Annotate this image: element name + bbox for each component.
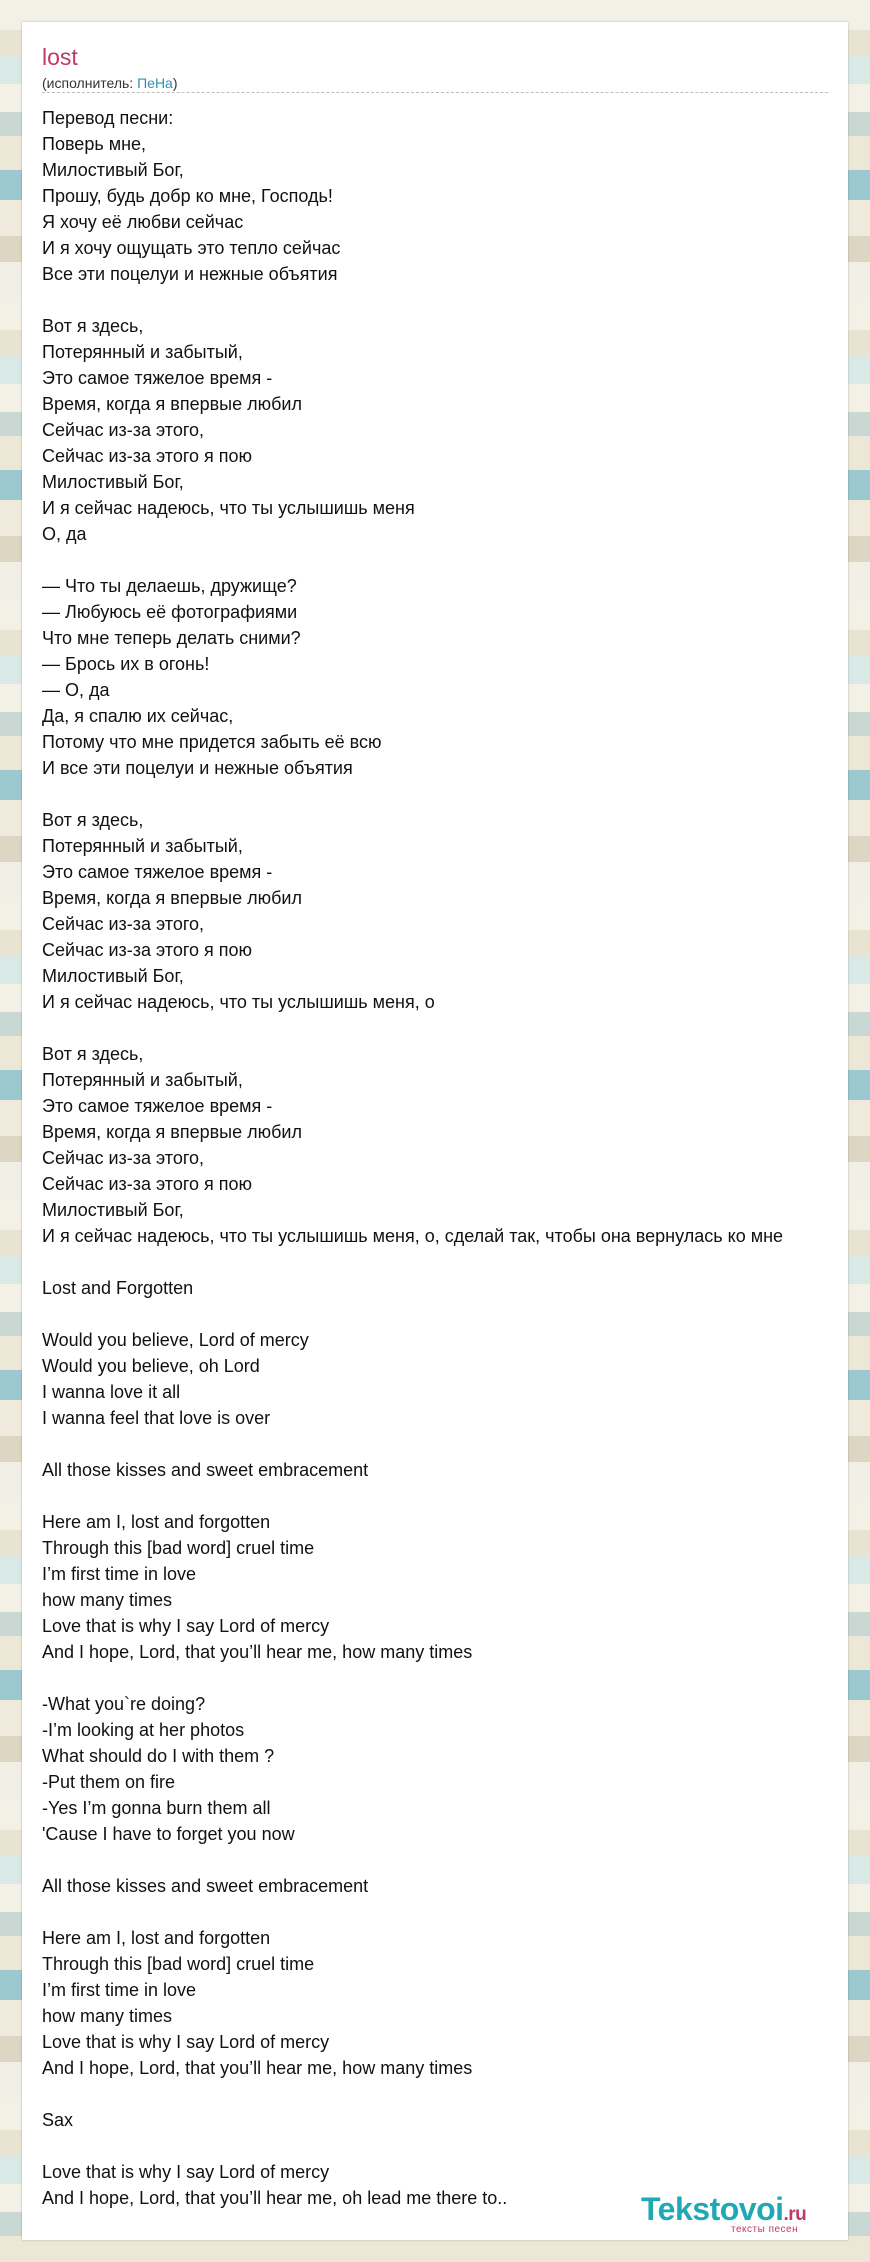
lyric-line: Потерянный и забытый, <box>42 342 243 362</box>
lyric-line: Милостивый Бог, <box>42 1200 184 1220</box>
lyric-line: Поверь мне, <box>42 134 147 154</box>
lyric-line: Сейчас из-за этого я пою <box>42 446 253 466</box>
byline-prefix: (исполнитель: <box>42 75 138 91</box>
song-title: lost <box>42 44 78 70</box>
lyric-line: Сейчас из-за этого, <box>42 1148 205 1168</box>
lyric-line: I’m first time in love <box>42 1980 197 2000</box>
lyric-line: Потому что мне придется забыть её всю <box>42 732 382 752</box>
lyric-line: — Что ты делаешь, дружище? <box>42 576 297 596</box>
lyric-line: What should do I with them ? <box>42 1746 275 1766</box>
lyric-line: -Put them on fire <box>42 1772 176 1792</box>
lyric-line: Время, когда я впервые любил <box>42 394 302 414</box>
logo-tagline: тексты песен <box>731 2224 799 2235</box>
byline-suffix: ) <box>172 75 178 91</box>
lyric-line: Все эти поцелуи и нежные объятия <box>42 264 338 284</box>
lyric-line: Перевод песни: <box>42 108 174 128</box>
lyric-line <box>42 1899 783 1925</box>
lyric-line <box>42 287 783 313</box>
lyric-line: Love that is why I say Lord of mercy <box>42 1616 330 1636</box>
lyric-line <box>42 1249 783 1275</box>
lyric-line: Потерянный и забытый, <box>42 1070 243 1090</box>
lyric-line <box>42 1847 783 1873</box>
lyric-line: -Yes I’m gonna burn them all <box>42 1798 271 1818</box>
lyric-line: Сейчас из-за этого я пою <box>42 940 253 960</box>
lyric-line: Я хочу её любви сейчас <box>42 212 244 232</box>
lyric-line: Это самое тяжелое время - <box>42 862 273 882</box>
lyric-line <box>42 781 783 807</box>
lyric-line: Потерянный и забытый, <box>42 836 243 856</box>
artist-link[interactable]: ПеНа <box>137 75 173 91</box>
lyrics-text <box>42 105 783 2211</box>
lyric-line: Милостивый Бог, <box>42 472 184 492</box>
lyric-line: Love that is why I say Lord of mercy <box>42 2162 330 2182</box>
lyric-line: how many times <box>42 2006 173 2026</box>
lyric-line: Что мне теперь делать сними? <box>42 628 301 648</box>
lyric-line: Время, когда я впервые любил <box>42 1122 302 1142</box>
lyric-line: I wanna feel that love is over <box>42 1408 271 1428</box>
lyric-line: -I’m looking at her photos <box>42 1720 245 1740</box>
lyric-line: Would you believe, Lord of mercy <box>42 1330 309 1350</box>
lyric-line: I’m first time in love <box>42 1564 197 1584</box>
lyric-line: Вот я здесь, <box>42 810 144 830</box>
lyric-line: — Брось их в огонь! <box>42 654 210 674</box>
lyric-line: И я хочу ощущать это тепло сейчас <box>42 238 341 258</box>
lyric-line: И я сейчас надеюсь, что ты услышишь меня, о <box>42 992 435 1012</box>
lyric-line <box>42 2081 783 2107</box>
lyric-line <box>42 2133 783 2159</box>
lyric-line: And I hope, Lord, that you’ll hear me, oh lead me there to.. <box>42 2188 508 2208</box>
lyric-line: Would you believe, oh Lord <box>42 1356 260 1376</box>
lyric-line: Вот я здесь, <box>42 316 144 336</box>
lyric-line: All those kisses and sweet embracement <box>42 1876 369 1896</box>
lyric-line: And I hope, Lord, that you’ll hear me, how many times <box>42 2058 473 2078</box>
lyric-line: Here am I, lost and forgotten <box>42 1512 271 1532</box>
lyrics-card <box>22 22 848 2240</box>
lyric-line <box>42 547 783 573</box>
lyric-line: -What you`re doing? <box>42 1694 206 1714</box>
logo-tld: .ru <box>783 2204 807 2225</box>
lyric-line <box>42 1431 783 1457</box>
lyric-line: Сейчас из-за этого я пою <box>42 1174 253 1194</box>
lyric-line: Милостивый Бог, <box>42 160 184 180</box>
lyric-line <box>42 1301 783 1327</box>
lyric-line <box>42 1015 783 1041</box>
lyric-line: Это самое тяжелое время - <box>42 368 273 388</box>
lyric-line: И я сейчас надеюсь, что ты услышишь меня <box>42 498 415 518</box>
lyric-line: how many times <box>42 1590 173 1610</box>
lyric-line: Сейчас из-за этого, <box>42 420 205 440</box>
lyric-line: Through this [bad word] cruel time <box>42 1954 315 1974</box>
lyric-line: Through this [bad word] cruel time <box>42 1538 315 1558</box>
site-logo[interactable] <box>639 2192 848 2236</box>
lyric-line: Sax <box>42 2110 74 2130</box>
lyric-line: Here am I, lost and forgotten <box>42 1928 271 1948</box>
lyric-line: Love that is why I say Lord of mercy <box>42 2032 330 2052</box>
lyric-line: О, да <box>42 524 87 544</box>
lyric-line: — Любуюсь её фотографиями <box>42 602 298 622</box>
lyric-line: Милостивый Бог, <box>42 966 184 986</box>
header-divider <box>42 92 828 93</box>
lyric-line: 'Cause I have to forget you now <box>42 1824 295 1844</box>
lyric-line: All those kisses and sweet embracement <box>42 1460 369 1480</box>
lyric-line: Сейчас из-за этого, <box>42 914 205 934</box>
lyric-line <box>42 1665 783 1691</box>
artist-byline <box>42 74 178 92</box>
lyric-line: And I hope, Lord, that you’ll hear me, how many times <box>42 1642 473 1662</box>
lyric-line: И все эти поцелуи и нежные объятия <box>42 758 353 778</box>
lyric-line: Вот я здесь, <box>42 1044 144 1064</box>
lyric-line: Это самое тяжелое время - <box>42 1096 273 1116</box>
lyric-line: Lost and Forgotten <box>42 1278 194 1298</box>
lyric-line <box>42 1483 783 1509</box>
logo-name: Tekstovoi <box>641 2191 784 2227</box>
lyric-line: I wanna love it all <box>42 1382 181 1402</box>
lyric-line: — О, да <box>42 680 110 700</box>
lyric-line: Время, когда я впервые любил <box>42 888 302 908</box>
lyric-line: Прошу, будь добр ко мне, Господь! <box>42 186 333 206</box>
lyric-line: И я сейчас надеюсь, что ты услышишь меня, о, сделай так, чтобы она вернулась ко мне <box>42 1226 784 1246</box>
lyric-line: Да, я спалю их сейчас, <box>42 706 234 726</box>
